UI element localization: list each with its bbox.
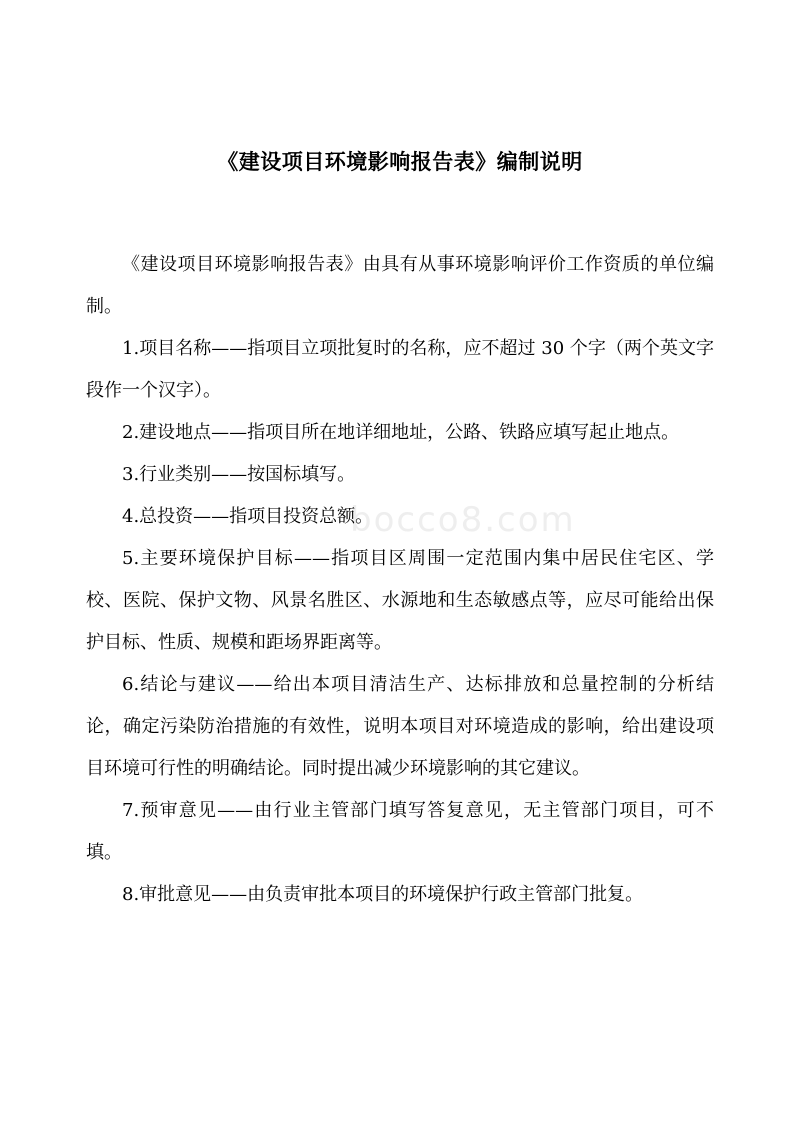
paragraph-item-5: 5.主要环境保护目标——指项目区周围一定范围内集中居民住宅区、学校、医院、保护文物、风景名胜区、水源地和生态敏感点等，应尽可能给出保护目标、性质、规模和距场界距离等。	[86, 548, 714, 653]
paragraph-item-6: 6.结论与建议——给出本项目清洁生产、达标排放和总量控制的分析结论，确定污染防治措施的有效性，说明本项目对环境造成的影响，给出建设项目环境可行性的明确结论。同时提出减少环境影响的其它建议。	[86, 674, 714, 779]
paragraph-item-2: 2.建设地点——指项目所在地详细地址，公路、铁路应填写起止地点。	[122, 422, 680, 443]
watermark: bocco8.com	[350, 500, 576, 540]
paragraph-item-7: 7.预审意见——由行业主管部门填写答复意见，无主管部门项目，可不填。	[86, 800, 714, 863]
paragraph-item-8: 8.审批意见——由负责审批本项目的环境保护行政主管部门批复。	[122, 884, 644, 905]
paragraph-intro: 《建设项目环境影响报告表》由具有从事环境影响评价工作资质的单位编制。	[86, 254, 714, 317]
paragraph-item-1: 1.项目名称——指项目立项批复时的名称，应不超过 30 个字（两个英文字段作一个汉字）。	[86, 338, 714, 401]
paragraph-item-4: 4.总投资——指项目投资总额。	[122, 506, 374, 527]
document-body	[86, 244, 714, 916]
document-title: 《建设项目环境影响报告表》编制说明	[217, 150, 583, 174]
paragraph-item-3: 3.行业类别——按国标填写。	[122, 464, 356, 485]
